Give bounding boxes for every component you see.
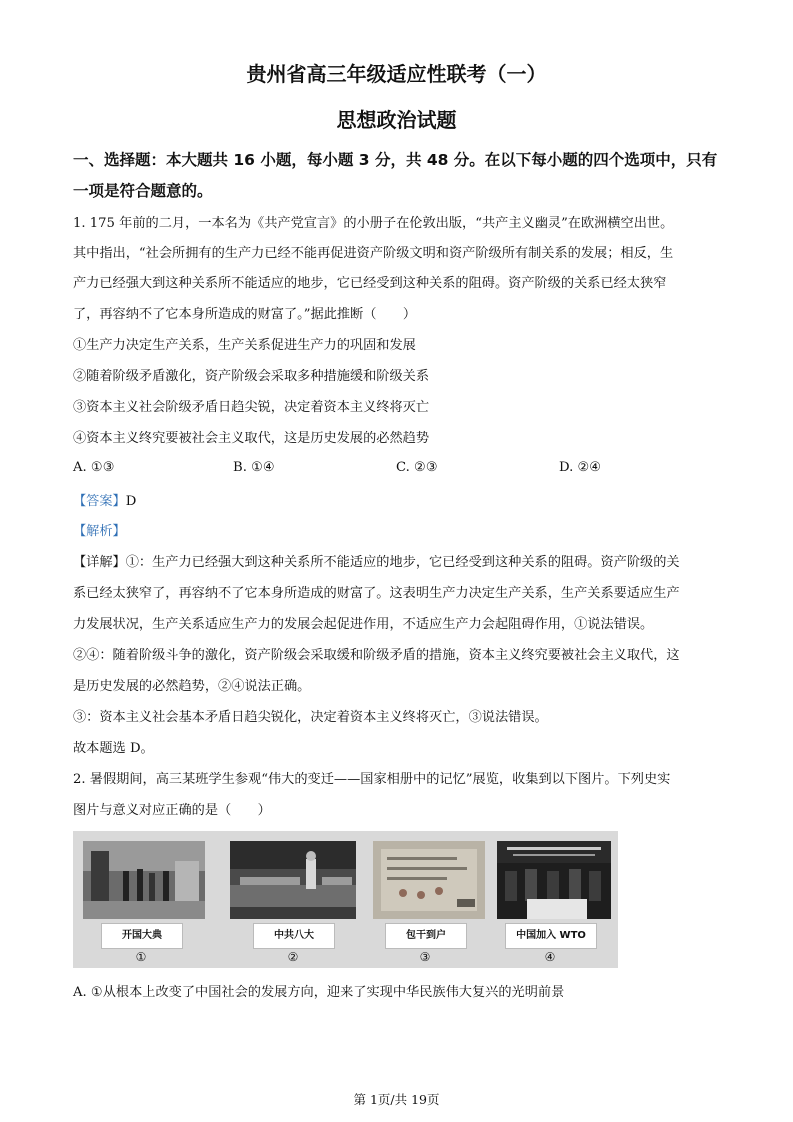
section-heading-line-2: 一项是符合题意的。 xyxy=(73,182,213,200)
q1-answer xyxy=(73,492,136,512)
q2-stem-line: 2. 暑假期间，高三某班学生参观“伟大的变迁——国家相册中的记忆”展览，收集到以下图片。下列史实 xyxy=(73,772,671,787)
q1-statement: ①生产力决定生产关系，生产关系促进生产力的巩固和发展 xyxy=(73,338,416,353)
q1-detail-line: 系已经太狭窄了，再容纳不了它本身所造成的财富了。这表明生产力决定生产关系，生产关系要适应生产 xyxy=(73,586,680,601)
q2-figure xyxy=(73,831,618,968)
founding-ceremony-photo xyxy=(83,841,205,919)
exam-title: 贵州省高三年级适应性联考（一） xyxy=(246,62,547,86)
exam-subtitle: 思想政治试题 xyxy=(336,108,457,132)
q1-option-a[interactable]: A. ①③ xyxy=(73,460,115,475)
eighth-congress-photo xyxy=(230,841,356,919)
figure-number: ③ xyxy=(419,950,431,964)
q1-option-d[interactable]: D. ②④ xyxy=(559,460,602,475)
figure-number: ④ xyxy=(544,950,556,964)
household-contract-document-photo xyxy=(373,841,485,919)
detail-text: ①：生产力已经强大到这种关系所不能适应的地步，它已经受到这种关系的阻碍。资产阶级的关 xyxy=(125,555,680,570)
q1-detail-line: 故本题选 D。 xyxy=(73,741,154,756)
q1-detail-line: ③：资本主义社会基本矛盾日趋尖锐化，决定着资本主义终将灭亡，③说法错误。 xyxy=(73,710,548,725)
label-eighth-congress: 中共八大 xyxy=(253,923,335,949)
q1-detail-line: 力发展状况，生产关系适应生产力的发展会起促进作用，不适应生产力会起阻碍作用，①说法错误。 xyxy=(73,617,654,632)
wto-accession-photo xyxy=(497,841,611,919)
q1-detail-line: 是历史发展的必然趋势，②④说法正确。 xyxy=(73,679,311,694)
answer-tag: 【答案】 xyxy=(73,494,126,509)
section-heading-line-1: 一、选择题：本大题共 16 小题，每小题 3 分，共 48 分。在以下每小题的四个选项中，只有 xyxy=(73,151,718,169)
q1-statement: ②随着阶级矛盾激化，资产阶级会采取多种措施缓和阶级关系 xyxy=(73,369,430,384)
q1-stem-line: 产力已经强大到这种关系所不能适应的地步，它已经受到这种关系的阻碍。资产阶级的关系已经太狭窄 xyxy=(73,276,667,291)
page-footer: 第 1页/共 19页 xyxy=(353,1092,440,1107)
q1-option-c[interactable]: C. ②③ xyxy=(396,460,438,475)
q2-option-a[interactable]: A. ①从根本上改变了中国社会的发展方向，迎来了实现中华民族伟大复兴的光明前景 xyxy=(73,985,565,1000)
q1-option-b[interactable]: B. ①④ xyxy=(233,460,275,475)
q1-stem-line: 其中指出，“社会所拥有的生产力已经不能再促进资产阶级文明和资产阶级所有制关系的发展；相反，生 xyxy=(73,246,674,261)
answer-value: D xyxy=(125,494,137,509)
q1-statement: ③资本主义社会阶级矛盾日趋尖锐，决定着资本主义终将灭亡 xyxy=(73,400,430,415)
label-founding-ceremony: 开国大典 xyxy=(101,923,183,949)
q2-stem-line: 图片与意义对应正确的是（ ） xyxy=(73,803,271,818)
label-wto: 中国加入 WTO xyxy=(505,923,597,949)
q1-detail-line xyxy=(73,553,680,573)
q1-stem-line: 了，再容纳不了它本身所造成的财富了。”据此推断（ ） xyxy=(73,307,417,322)
q1-statement: ④资本主义终究要被社会主义取代，这是历史发展的必然趋势 xyxy=(73,431,430,446)
label-household-contract: 包干到户 xyxy=(385,923,467,949)
q1-stem-line: 1. 175 年前的二月，一本名为《共产党宣言》的小册子在伦敦出版，“共产主义幽灵”在欧洲横空出世。 xyxy=(73,216,674,231)
figure-number: ① xyxy=(135,950,147,964)
detail-tag: 【详解】 xyxy=(73,555,126,570)
q1-analysis xyxy=(73,522,126,542)
figure-number: ② xyxy=(287,950,299,964)
q1-detail-line: ②④：随着阶级斗争的激化，资产阶级会采取缓和阶级矛盾的措施，资本主义终究要被社会主义取代，这 xyxy=(73,648,680,663)
analysis-tag: 【解析】 xyxy=(73,524,126,539)
